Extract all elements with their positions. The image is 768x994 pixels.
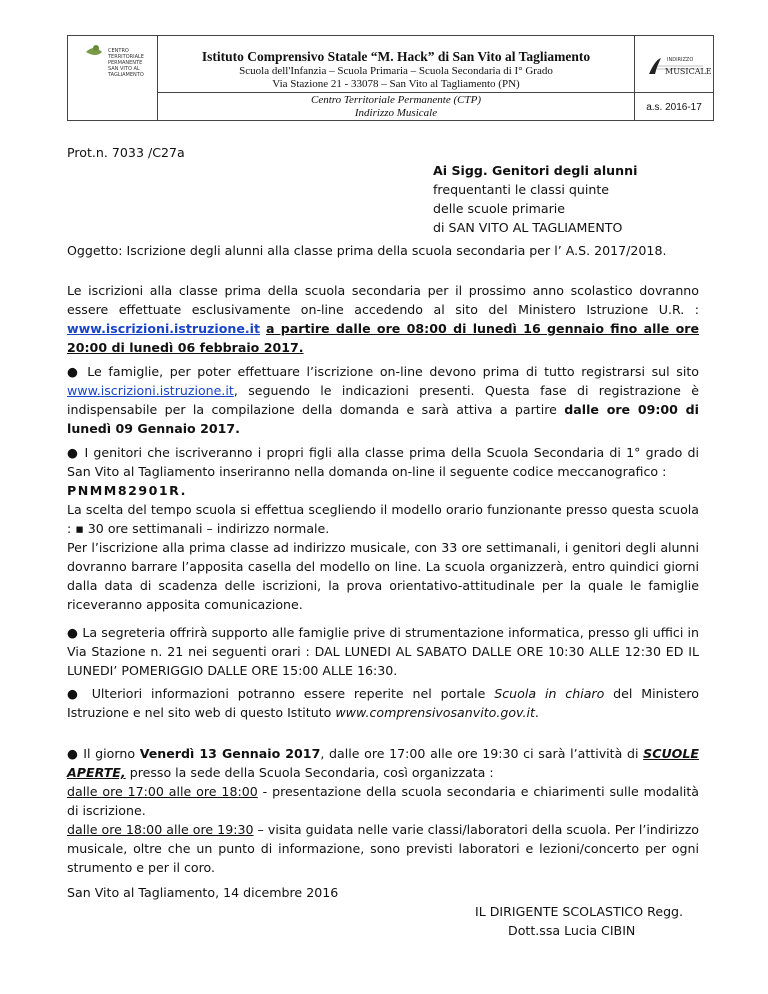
iscrizioni-link[interactable]: www.iscrizioni.istruzione.it xyxy=(67,321,260,336)
p6-text-c: presso la sede della Scuola Secondaria, così organizzata : xyxy=(125,765,494,780)
paragraph-code xyxy=(67,443,699,614)
p2-bold-date: dalle ore 09:00 di lunedì 09 Gennaio 2017. xyxy=(67,402,700,436)
logo-left-line-1: CENTRO xyxy=(108,48,129,54)
time-slot-1: dalle ore 17:00 alle ore 18:00 xyxy=(67,784,258,799)
school-code: PNMM82901R. xyxy=(67,483,187,498)
logo-left-line-3: PERMANENTE xyxy=(108,60,143,66)
paragraph-registration xyxy=(67,362,699,438)
logo-right-line-1: INDIRIZZO xyxy=(667,57,694,63)
p3-text-a: ● I genitori che iscriveranno i propri figli alla classe prima della Scuola Secondaria di 1° grado di San Vito al Tagliamento inseriranno nella domanda on-line il seguente codice meccanografico : xyxy=(67,445,699,479)
p6-text-b: , dalle ore 17:00 alle ore 19:30 ci sarà l’attività di xyxy=(320,746,639,761)
logo-left-line-5: TAGLIAMENTO xyxy=(108,72,144,78)
school-address: Via Stazione 21 - 33078 – San Vito al Tagliamento (PN) xyxy=(272,78,520,90)
ctp-line: Centro Territoriale Permanente (CTP) xyxy=(311,94,481,106)
recipient-line-4: di SAN VITO AL TAGLIAMENTO xyxy=(433,220,623,235)
paragraph-enrolment xyxy=(67,281,699,357)
recipient-line-1: Ai Sigg. Genitori degli alunni xyxy=(433,163,638,178)
p3-text-b: La scelta del tempo scuola si effettua scegliendo il modello orario funzionante presso questa scuola : ▪ 30 ore settimanali – indirizzo normale. xyxy=(67,502,699,536)
paragraph-info xyxy=(67,684,699,722)
p1-dates: a partire dalle ore 08:00 di lunedì 16 gennaio fino alle ore 20:00 di lunedì 06 febbraio 2017. xyxy=(67,321,699,355)
letterhead-right-cell xyxy=(635,36,713,120)
open-day-date: Venerdì 13 Gennaio 2017 xyxy=(139,746,321,761)
p5-text-a: ● Ulteriori informazioni potranno essere reperite nel portale xyxy=(67,686,486,701)
iscrizioni-link-2[interactable]: www.iscrizioni.istruzione.it xyxy=(67,383,234,398)
letterhead-center xyxy=(158,36,635,120)
p5-text-b: del Ministero Istruzione e nel sito web di questo Istituto xyxy=(67,686,699,720)
letterhead-logo-cell xyxy=(68,36,158,120)
music-logo-icon xyxy=(643,52,712,78)
school-website[interactable]: www.comprensivosanvito.gov.it xyxy=(335,705,535,720)
scuole-aperte: SCUOLE APERTE, xyxy=(67,746,700,780)
p2-text-a: ● Le famiglie, per poter effettuare l’iscrizione on-line devono prima di tutto registrarsi sul sito xyxy=(67,364,699,379)
school-year: a.s. 2016-17 xyxy=(646,102,702,113)
p2-text-b: , seguendo le indicazioni presenti. Questa fase di registrazione è indispensabile per la compilazione della domanda e sarà attiva a partire xyxy=(67,383,699,417)
letterhead xyxy=(67,35,714,121)
school-name: Istituto Comprensivo Statale “M. Hack” di San Vito al Tagliamento xyxy=(201,49,591,64)
recipient-line-3: delle scuole primarie xyxy=(433,201,565,216)
school-levels: Scuola dell'Infanzia – Scuola Primaria – Scuola Secondaria di I° Grado xyxy=(239,65,553,77)
p6-text-d: - presentazione della scuola secondaria e chiarimenti sulle modalità di iscrizione. xyxy=(67,784,700,818)
logo-left-line-2: TERRITORIALE xyxy=(108,54,144,60)
p6-text-e: – visita guidata nelle varie classi/laboratori della scuola. Per l’indirizzo musicale, oltre che un punto di informazione, sono previsti laboratori e lezioni/concerto per ogni strumento e per il coro. xyxy=(67,822,700,875)
paragraph-open-day xyxy=(67,744,699,877)
ctp-logo-icon xyxy=(78,42,148,92)
recipient-block xyxy=(433,161,693,237)
logo-left-line-4: SAN VITO AL xyxy=(108,66,140,72)
place-date: San Vito al Tagliamento, 14 dicembre 2016 xyxy=(67,885,339,900)
logo-right-line-2: MUSICALE xyxy=(665,67,712,76)
time-slot-2: dalle ore 18:00 alle ore 19:30 xyxy=(67,822,254,837)
subject-line: Oggetto: Iscrizione degli alunni alla classe prima della scuola secondaria per l’ A.S. 2017/2018. xyxy=(67,243,667,258)
music-line: Indirizzo Musicale xyxy=(354,107,438,119)
paragraph-office: ● La segreteria offrirà supporto alle famiglie prive di strumentazione informatica, presso gli uffici in Via Stazione n. 21 nei seguenti orari : DAL LUNEDI AL SABATO DALLE ORE 10:30 ALLE 12:30 ED IL LUNEDI’ POMERIGGIO DALLE ORE 15:00 ALLE 16:30. xyxy=(67,625,699,678)
protocol-number: Prot.n. 7033 /C27a xyxy=(67,145,185,160)
signature-title: IL DIRIGENTE SCOLASTICO Regg. xyxy=(475,904,684,919)
p6-text-a: ● Il giorno xyxy=(67,746,136,761)
p5-text-c: . xyxy=(534,705,539,720)
p3-text-c: Per l’iscrizione alla prima classe ad indirizzo musicale, con 33 ore settimanali, i genitori degli alunni dovranno barrare l’apposita casella del modello on line. La scuola organizzerà, entro quindici giorni dalla data di scadenza delle iscrizioni, la prova orientativo-attitudinale per la quale le famiglie riceveranno apposita comunicazione. xyxy=(67,540,699,612)
signature-name: Dott.ssa Lucia CIBIN xyxy=(508,923,636,938)
p1-text: Le iscrizioni alla classe prima della scuola secondaria per il prossimo anno scolastico dovranno essere effettuate esclusivamente on-line accedendo al sito del Ministero Istruzione U.R. : xyxy=(67,283,699,317)
scuola-in-chiaro: Scuola in chiaro xyxy=(494,686,605,701)
recipient-line-2: frequentanti le classi quinte xyxy=(433,182,610,197)
